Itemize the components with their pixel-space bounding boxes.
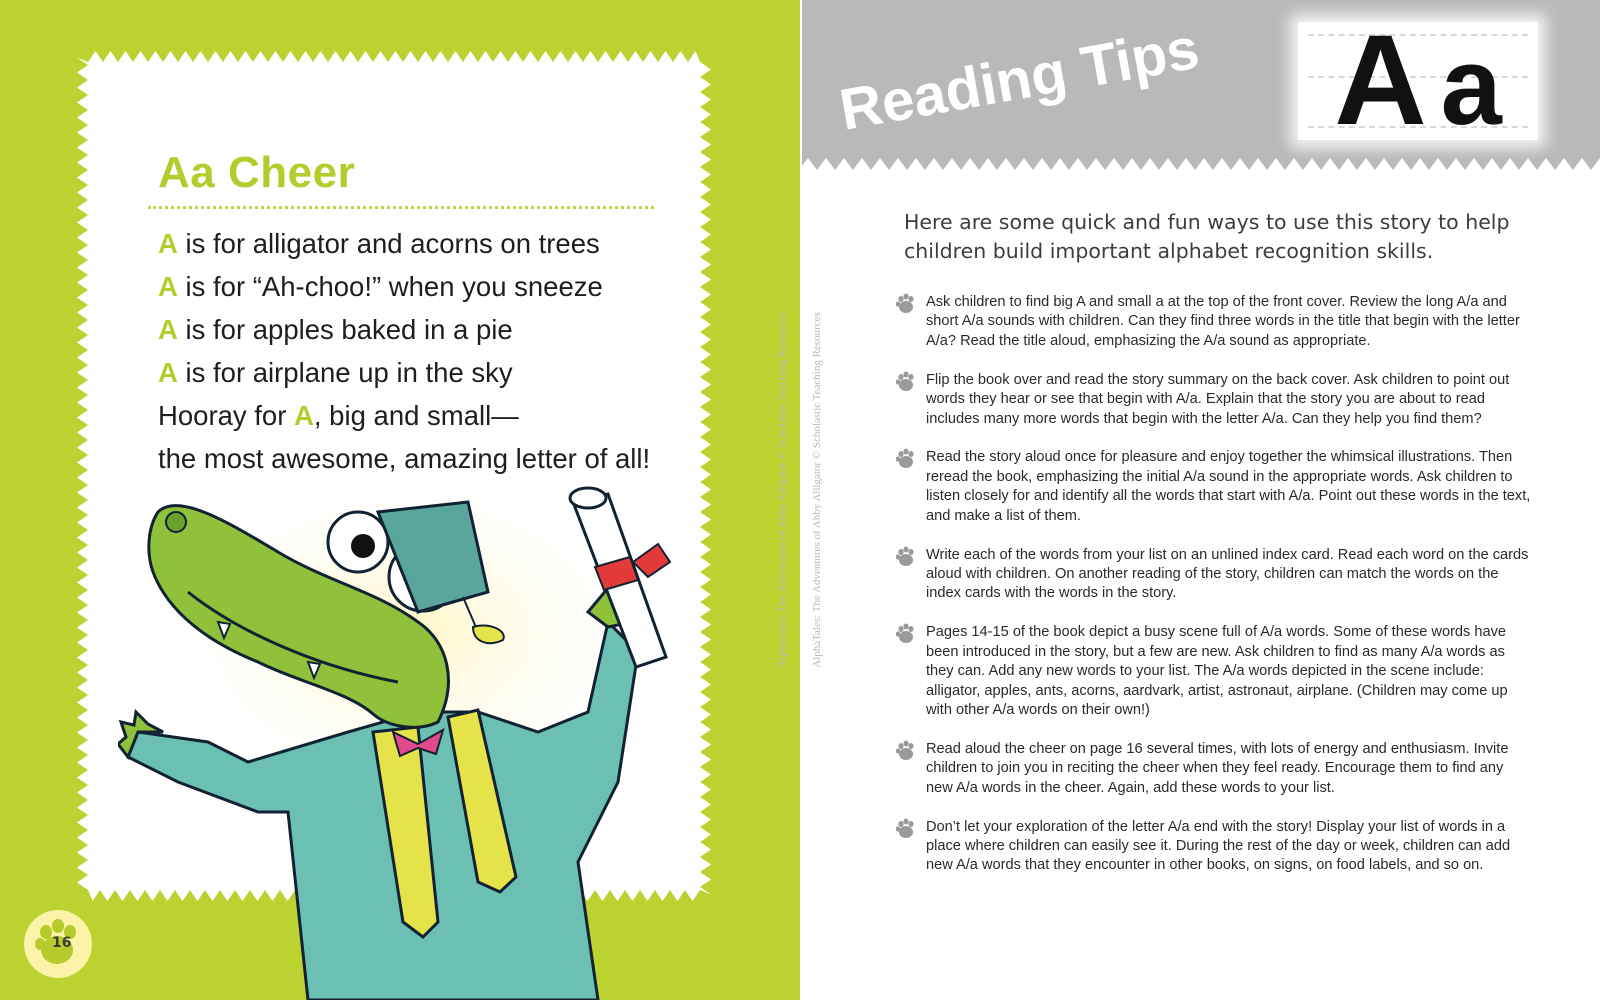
cheer-line: A is for “Ah-choo!” when you sneeze [158, 271, 603, 302]
tip-text: Ask children to find big A and small a at the top of the front cover. Review the long A/a and short A/a sounds with children. Can they find three words in the title that begin with the letter A/a? Read the title aloud, emphasizing the A/a sound as appropriate. [926, 294, 1520, 349]
tip-item [894, 371, 1534, 429]
tip-text: Write each of the words from your list on an unlined index card. Read each word on the cards aloud with children. On another reading of the story, children can match the words on the index cards with the words in the story. [926, 546, 1529, 602]
tip-text: Pages 14-15 of the book depict a busy scene full of A/a words. Some of these words have been introduced in the story, but a few are new. Ask children to find as many A/a words as they can. Add any new words to your list. The A/a words depicted in the scene include: alligator, apples, ants, acorns, aardvark, artist, astronaut, airplane. (Children may come up with other A/a words on their own!) [926, 624, 1508, 718]
tip-text: Don’t let your exploration of the letter A/a end with the story! Display your list of words in a place where children can easily see it. During the rest of the day or week, children can add new A/a words that they encounter in other books, on signs, on food labels, and so on. [926, 818, 1511, 874]
paw-print-icon [894, 623, 918, 645]
tip-item [894, 293, 1534, 351]
tip-text: Flip the book over and read the story summary on the back cover. Ask children to point out words they hear or see that begin with A/a. Explain that the story you are about to read includes many more words that begin with the letter A/a. Can they help you find them? [926, 371, 1510, 427]
intro-text: Here are some quick and fun ways to use this story to help children build important alphabet recognition skills. [904, 210, 1510, 263]
letter-upper: A [1334, 9, 1427, 152]
letter-display [1298, 9, 1538, 152]
copyright-credit: AlphaTales: The Adventures of Abby Alligator © Scholastic Teaching Resources [811, 312, 823, 668]
cheer-poem [158, 222, 678, 480]
cheer-line: A is for airplane up in the sky [158, 357, 513, 388]
letter-lower: a [1440, 25, 1502, 148]
banner-heading: Reading Tips [834, 15, 1204, 143]
highlight-letter: A [158, 271, 178, 302]
tip-text: Read the story aloud once for pleasure and enjoy together the whimsical illustrations. Then reread the book, emphasizing the initial A/a sound in the appropriate words. Ask children to listen closely for and identify all the words that start with A/a. Point out these words in the text, and make a list of them. [926, 449, 1531, 524]
highlight-letter: A [294, 400, 314, 431]
paw-print-icon [894, 546, 918, 568]
cheer-line: A is for apples baked in a pie [158, 314, 513, 345]
copyright-credit: AlphaTales: The Adventures of Abby Alligator © Scholastic Teaching Resources [776, 312, 788, 668]
highlight-letter: A [158, 228, 178, 259]
paw-print-icon [894, 740, 918, 762]
cheer-line: A is for alligator and acorns on trees [158, 228, 600, 259]
tips-list [894, 293, 1534, 895]
highlight-letter: A [158, 357, 178, 388]
cheer-title: Aa Cheer [158, 148, 356, 197]
paw-print-icon [894, 818, 918, 840]
tip-item [894, 818, 1534, 876]
tip-item [894, 448, 1534, 526]
cheer-line: Hooray for A, big and small— [158, 400, 519, 431]
page-number: 16 [52, 935, 72, 951]
tip-item [894, 546, 1534, 604]
paw-print-icon [894, 293, 918, 315]
title-divider [148, 206, 654, 209]
letter-pair [1298, 9, 1538, 152]
highlight-letter: A [158, 314, 178, 345]
tip-text: Read aloud the cheer on page 16 several times, with lots of energy and enthusiasm. Invite children to join you in reciting the cheer when they feel ready. Encourage them to find any new A/a words in the cheer. Again, add these words to your list. [926, 740, 1509, 796]
cheer-line: the most awesome, amazing letter of all! [158, 443, 651, 474]
paw-print-icon [894, 448, 918, 470]
tip-item [894, 623, 1534, 720]
alligator-graduate-illustration [118, 482, 698, 1000]
paw-print-icon [894, 371, 918, 393]
tip-item [894, 740, 1534, 798]
